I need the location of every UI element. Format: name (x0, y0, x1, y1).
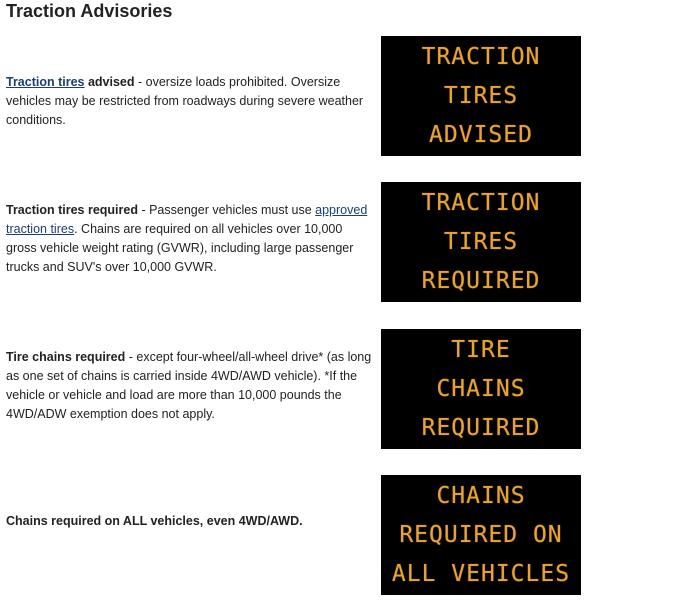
advisory-description (6, 512, 374, 531)
road-sign-traction-tires-advised (381, 36, 581, 156)
sign-line: REQUIRED (421, 267, 541, 294)
sign-line: CHAINS (436, 483, 526, 510)
sign-line: ALL VEHICLES (391, 560, 571, 587)
sign-line: TRACTION (421, 190, 541, 217)
advisory-traction-tires-advised (0, 36, 683, 156)
sign-line: REQUIRED ON (399, 521, 563, 548)
sign-line: TIRES (443, 228, 519, 255)
sign-line: TIRES (443, 82, 519, 109)
advisory-description (6, 348, 374, 424)
sign-line: REQUIRED (421, 414, 541, 441)
advisory-lead: advised (84, 75, 135, 89)
advisory-tire-chains-required (0, 329, 683, 449)
advisory-description (6, 73, 374, 130)
road-sign-tire-chains-required (381, 329, 581, 449)
advisory-body: - except four-wheel/all-wheel drive* (as long as one set of chains is carried inside 4WD/AWD vehicle). *If the vehicle or vehicle and load are more than 10,000 pounds the 4WD/ADW exemption does not apply. (6, 350, 372, 421)
advisory-chains-all-vehicles (0, 475, 683, 595)
sign-line: CHAINS (436, 375, 526, 402)
advisory-body: - Passenger vehicles must use (137, 203, 316, 217)
advisory-lead: Tire chains required (6, 350, 126, 364)
page-title: Traction Advisories (6, 1, 173, 21)
traction-tires-link[interactable]: Traction tires (6, 75, 85, 89)
advisory-traction-tires-required (0, 182, 683, 302)
advisory-body: - oversize loads prohibited. Oversize vehicles may be restricted from roadways during severe weather conditions. (6, 75, 364, 127)
advisory-lead: Traction tires required (6, 203, 138, 217)
advisory-description (6, 201, 374, 277)
advisory-lead: Chains required on ALL vehicles, even 4WD/AWD. (6, 514, 303, 528)
advisory-body-continued: . Chains are required on all vehicles over 10,000 gross vehicle weight rating (GVWR), including large passenger trucks and SUV's over 10,000 GVWR. (6, 222, 354, 274)
approved-traction-tires-link[interactable]: approved traction tires (6, 203, 368, 236)
road-sign-traction-tires-required (381, 182, 581, 302)
sign-line: ADVISED (429, 121, 533, 148)
sign-line: TIRE (451, 337, 511, 364)
sign-line: TRACTION (421, 44, 541, 71)
road-sign-chains-all-vehicles (381, 475, 581, 595)
